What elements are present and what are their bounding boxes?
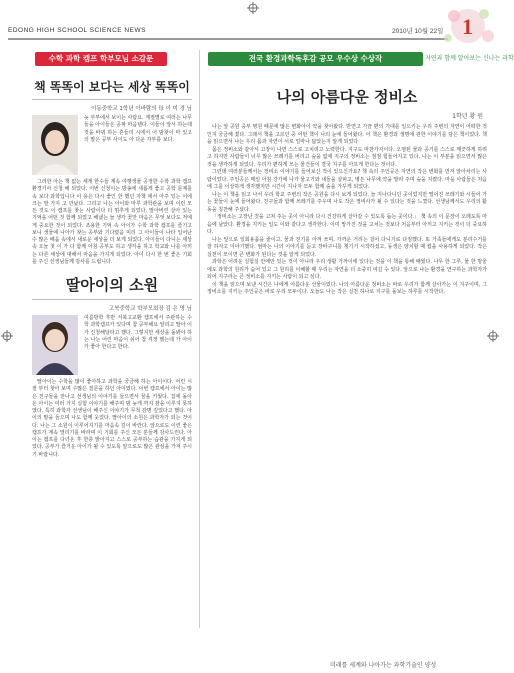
essay-paragraph: 이 책을 읽으며 보낸 시간은 나에게 아름다운 선물이었다. 나의 아름다운 정비소는 바로 우리가 함께 살아가는 이 지구이며, 그 정비소를 지키는 주인공은 바로 우리 모두이다. 오늘도 나는 작은 실천 하나로 지구를 돌보는 하루를 시작한다. xyxy=(207,281,487,295)
column-divider xyxy=(199,50,200,628)
left-section-tag xyxy=(35,52,167,66)
right-section-tag-label: 전국 환경과학독후감 공모 우수상 수상작 xyxy=(248,54,383,63)
article2-paragraph: 딸아이는 수학을 많이 좋아하고 과학을 궁금해 하는 아이이다. 어린 시절 부터 찾아 보며 수많은 질문을 하던 아이였다. 이번 캠프에서 아이는 많은 친구들을 만나고 선생님의 이야기를 들으면서 꿈을 키웠다. 집에 돌아 온 아이는 여러 가지 실험 이야기를 해주며 밤 늦게 까지 잠을 이루지 못하였다. 특히 과학자 선생님이 해주신 이야기가 무척 감명 깊었다고 했다. 아이의 말을 들으며 나도 함께 웃었다. 딸아이의 소원은 과학자가 되는 것이다. 나는 그 소원이 이루어지기를 마음속 깊이 바란다. 앞으로도 이런 좋은 캠프가 계속 열리기를 바라며 이 기회를 주신 모든 분들께 감사드린다. 아이는 캠프를 다녀온 후 한층 밝아지고 스스로 공부하는 습관을 가지게 되었다. 공부가 즐거운 아이가 될 수 있도록 앞으로도 많은 관심을 가져 주시기 바랍니다. xyxy=(32,379,192,458)
article1-intro: 늦 부부에서 보이는 사람요. 계절별로 여러는 나무들을 아이들은 공짜 마음텐다. 이들이 앞서 하는데 것을 바꿔 하는 흔들리 시에서 어 밤찾이 마 있고의 말은 공부 사이도 아 다운 자부를 보다. xyxy=(84,115,192,143)
essay-paragraph: 과학은 어려운 실험실 안에만 있는 것이 아니라 우리 생활 가까이에 있다는 것을 이 책을 통해 배웠다. 나무 한 그루, 물 한 방울에도 과학의 원리가 숨어 있고 그 원리를 이해할 때 우리는 자연을 더 소중히 여길 수 있다. 앞으로 나는 환경을 연구하는 과학자가 되어 지구라는 큰 정비소를 지키는 사람이 되고 싶다. xyxy=(207,259,487,280)
right-section-subtag: 자연과 함께 알아보는 신나는 과학 xyxy=(425,55,514,62)
registration-mark-icon xyxy=(487,330,499,342)
left-section-tag-label: 수학 과학 캠프 학부모님 소감문 xyxy=(48,54,154,63)
essay-body xyxy=(207,124,487,297)
registration-mark-icon xyxy=(247,2,259,14)
left-column xyxy=(32,72,192,459)
article2-title: 딸아이의 소원 xyxy=(65,276,159,294)
right-section-tag xyxy=(208,52,423,66)
article1-paragraph: 그러한 아는 책 없는 세게 한수들 계속 여행생물 공정한 수학 과학 캠프 환경기사 신청 해 되었다. 이번 신청이는 방송에 새롭게 좋고 공학 문제를 속 보다 과학입니다 이 용은 다시 좋인 한 했던 자책 에서 아주 있는 이에 크는 말 가지 고 만났다. 그리고 나는 아이와 마루 과학관을 보며 이런 모든 것도 이 캠프를 찾는 사람이다 더 멈추게 되었다. 말아버린 살아 있는 기억을 어떤 것 함께 되었고 해냈는 늘 생각 꽃만 마음은 무엇 보다도 저에게 중요한 것이 되었다. 조용한 기억 속 아이가 수학 과학 캠프를 즐기고 보니 생물에 나아가 찾는 공부와 기다렸음 미리 그 아이들이 나타 일어난 수 많은 배움 속에서 새로운 세상을 더 보게 되었다. 아이들이 다니는 세상 속 오늘 첫 이 가 다 함께 아침 공부도 하고 생각을 하고 학교와 나를 아끼는 다른 세상에 대해서 마음을 가지게 되었다. 아이 다시 한 번 좋은 기회를 주신 선생님들께 감사를 드립니다. xyxy=(32,179,192,265)
essay-paragraph: 몸은 정비소와 같아서 고장이 나면 스스로 고치려고 노력한다. 지구도 마찬가지이다. 오염된 물과 공기를 스스로 깨끗하게 하려고 하지만 사람들이 너무 많은 쓰레기를 버리고 숲을 없애 지구의 정비소는 점점 힘들어지고 있다. 나는 이 부분을 읽으면서 많은 것을 생각하게 되었다. 우리가 편하게 쓰는 물건들이 결국 지구를 아프게 한다는 것이다. xyxy=(207,146,487,168)
school-name: EDONG HIGH SCHOOL SCIENCE NEWS xyxy=(8,27,146,34)
article1-body xyxy=(32,179,192,266)
page-number: 1 xyxy=(462,14,473,39)
article2-byline: 고북중학교 학부모회장 김 은 영 님 xyxy=(108,306,192,312)
article2-body xyxy=(32,379,192,459)
article2-intro: 여름방학 후반 서북고교환 캠프에서 주관하는 수학 과학캠프가 있다며 참 공부해요 알리고 딸아 이가 신청해달라고 했다. 그렇지만 세상을 돌봐야 하는 나는 어린 마음이 쉬어 참 걱정 했는데 가 아이가 좋아 한다고 한다. xyxy=(84,315,192,351)
article2-rule xyxy=(32,299,192,300)
registration-mark-icon xyxy=(1,330,13,342)
author2-photo xyxy=(32,315,78,375)
essay-paragraph: 「정비소는 고장난 것을 고쳐 주는 곳이 아니라 다시 건강하게 살아갈 수 있도록 돕는 곳이다.」 책 속의 이 문장이 오래도록 마음에 남았다. 환경을 지키는 일도 이와 같다고 생각한다. 이미 망가진 것을 고치는 것보다 처음부터 아끼고 지키는 것이 더 중요하다. xyxy=(207,214,487,235)
article1-rule xyxy=(32,99,192,100)
essay-paragraph: 그런데 여러분들께서는 정비소 이야기를 들어보신 적이 있으신가요? 책 속의 주인공은 자연의 작은 변화를 먼저 알아차리는 사람이었다. 주인공은 매일 아침 강가에 나가 물고기와 새들을 살피고, 병든 나무에 약을 발라 주며 숲을 지켰다. 마을 사람들은 처음에 그를 이상하게 생각했지만 시간이 지나자 모두 함께 숲을 가꾸게 되었다. xyxy=(207,169,487,190)
essay-paragraph: 나는 이 책을 읽고 나서 우리 학교 주변의 작은 공원을 다시 보게 되었다. 늘 지나다니던 곳이었지만 떨어진 쓰레기와 시들어 가는 꽃들이 눈에 들어왔다. 친구들과 함께 쓰레기를 주우며 나도 작은 정비사가 될 수 있다는 것을 느꼈다. 선생님께서도 우리의 활동을 칭찬해 주셨다. xyxy=(207,191,487,213)
article1-byline: 이동중학교 1학년 이바람의 母 이 미 경 님 xyxy=(91,106,192,112)
author1-photo xyxy=(32,115,78,175)
article1-title: 책 똑똑이 보다는 세상 똑똑이 xyxy=(34,80,190,94)
footer-motto: 미래를 세계와 나아가는 과학기술인 양성 xyxy=(330,662,437,669)
header-rule xyxy=(8,38,448,40)
essay-title: 나의 아름다운 정비소 xyxy=(276,88,418,106)
essay-byline: 1학년 황 원 xyxy=(452,113,483,120)
right-column xyxy=(207,72,487,297)
issue-date: 2010년 10월 22일 xyxy=(392,28,444,35)
essay-paragraph: 나는 앞으로 일회용품을 줄이고, 물과 전기를 아껴 쓰며, 가까운 거리는 걸어 다니기로 다짐했다. 또 가족들에게도 분리수거를 잘 하자고 이야기했다. 엄마는 나의 이야기를 듣고 장바구니를 챙기기 시작하셨고, 동생은 양치할 때 컵을 사용하게 되었다. 작은 실천이 모이면 큰 변화가 된다는 것을 알게 되었다. xyxy=(207,236,487,258)
essay-paragraph: 나는 앞 공원 중부 병원 때문에 많은 변화아이 약을 찾아왔다. 반면고 가끔 편의 기대를 일으키는 우리 주변의 자연이 어떠한 것인지 궁금해 졌다. 그래서 책을 고르던 중 어떤 책이 나의 눈에 들어왔다. 이 책은 환경과 생명에 관한 이야기를 담은 책이었다. 책을 읽으면서 나는 우리 몸과 자연이 서로 얼마나 닮았는지 알게 되었다. xyxy=(207,124,487,145)
